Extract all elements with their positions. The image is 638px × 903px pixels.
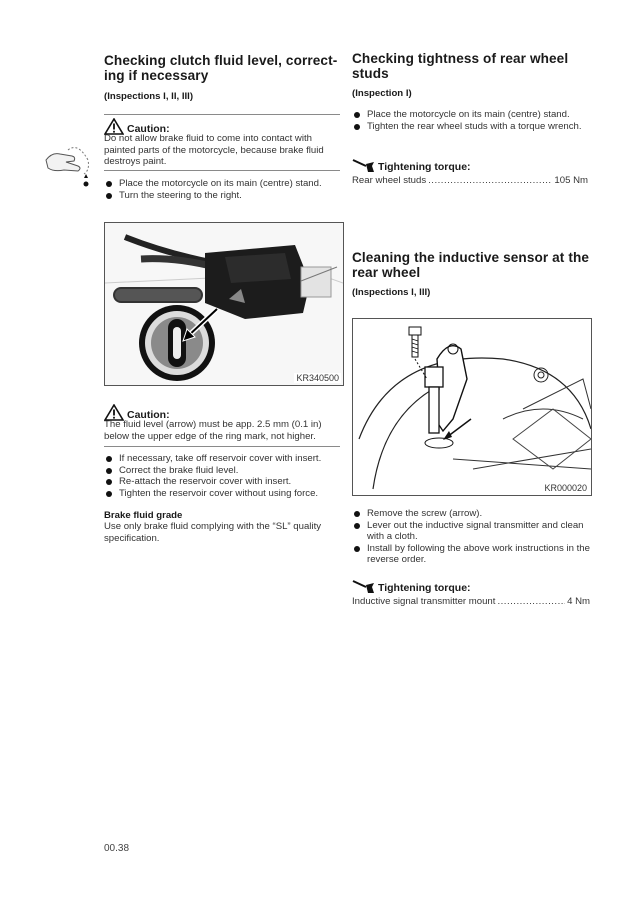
- inductive-sensor-figure: [352, 318, 592, 496]
- brake-fluid-grade-title: Brake fluid grade: [104, 510, 183, 521]
- torque-label: Inductive signal transmitter mount: [352, 596, 496, 607]
- list-item: Re-attach the reservoir cover with insert.: [104, 476, 344, 488]
- sensor-steps-list: [352, 508, 592, 566]
- clutch-title-line2: ing if necessary: [104, 68, 209, 83]
- torque-row-sensor: [352, 596, 590, 607]
- list-item: Tighten the rear wheel studs with a torque wrench.: [352, 121, 592, 133]
- studs-title-line1: Checking tightness of rear wheel: [352, 51, 569, 66]
- divider: [104, 114, 340, 115]
- list-item: Place the motorcycle on its main (centre) stand.: [104, 178, 344, 190]
- list-item: Lever out the inductive signal transmitter and clean with a cloth.: [352, 520, 592, 543]
- sensor-title-line1: Cleaning the inductive sensor at the: [352, 250, 590, 265]
- list-item: Correct the brake fluid level.: [104, 465, 344, 477]
- divider: [104, 170, 340, 171]
- caution-text-1: Do not allow brake fluid to come into contact with painted parts of the motorcycle, because brake fluid destroys paint.: [104, 133, 324, 168]
- list-item: Install by following the above work instructions in the reverse order.: [352, 543, 592, 566]
- clutch-steps-list-2: [104, 453, 344, 499]
- torque-label: Rear wheel studs: [352, 175, 427, 186]
- list-item: Turn the steering to the right.: [104, 190, 344, 202]
- leader-dots: [497, 596, 565, 607]
- torque-value: 4 Nm: [567, 596, 590, 607]
- caution-heading-1: Caution:: [104, 118, 170, 135]
- list-item: Remove the screw (arrow).: [352, 508, 592, 520]
- list-item: Place the motorcycle on its main (centre) stand.: [352, 109, 592, 121]
- clutch-steps-list-1: [104, 178, 344, 201]
- sensor-title-line2: rear wheel: [352, 265, 421, 280]
- brake-fluid-grade-text: Use only brake fluid complying with the “SL” quality specification.: [104, 521, 322, 544]
- clutch-inspections: (Inspections I, II, III): [104, 91, 194, 102]
- clutch-title-line1: Checking clutch fluid level, correct-: [104, 53, 338, 68]
- list-item: If necessary, take off reservoir cover with insert.: [104, 453, 344, 465]
- studs-steps-list: [352, 109, 592, 132]
- page-number: 00.38: [104, 843, 130, 854]
- figure-label: KR340500: [296, 373, 339, 383]
- studs-title-line2: studs: [352, 66, 389, 81]
- clutch-reservoir-figure: [104, 222, 344, 386]
- torque-wrench-icon: [352, 578, 376, 594]
- torque-row-studs: [352, 175, 588, 186]
- torque-value: 105 Nm: [554, 175, 588, 186]
- torque-heading-sensor: Tightening torque:: [352, 578, 471, 594]
- caution-text-2: The fluid level (arrow) must be app. 2.5 mm (0.1 in) below the upper edge of the ring mark, not higher.: [104, 419, 322, 442]
- studs-inspections: (Inspection I): [352, 88, 412, 99]
- figure-label: KR000020: [544, 483, 587, 493]
- sensor-inspections: (Inspections I, III): [352, 287, 431, 298]
- hand-warning-icon: [38, 130, 98, 190]
- list-item: Tighten the reservoir cover without using force.: [104, 488, 344, 500]
- leader-dots: [428, 175, 552, 186]
- torque-heading-studs: Tightening torque:: [352, 157, 471, 173]
- torque-wrench-icon: [352, 157, 376, 173]
- caution-heading-2: Caution:: [104, 404, 170, 421]
- divider: [104, 446, 340, 447]
